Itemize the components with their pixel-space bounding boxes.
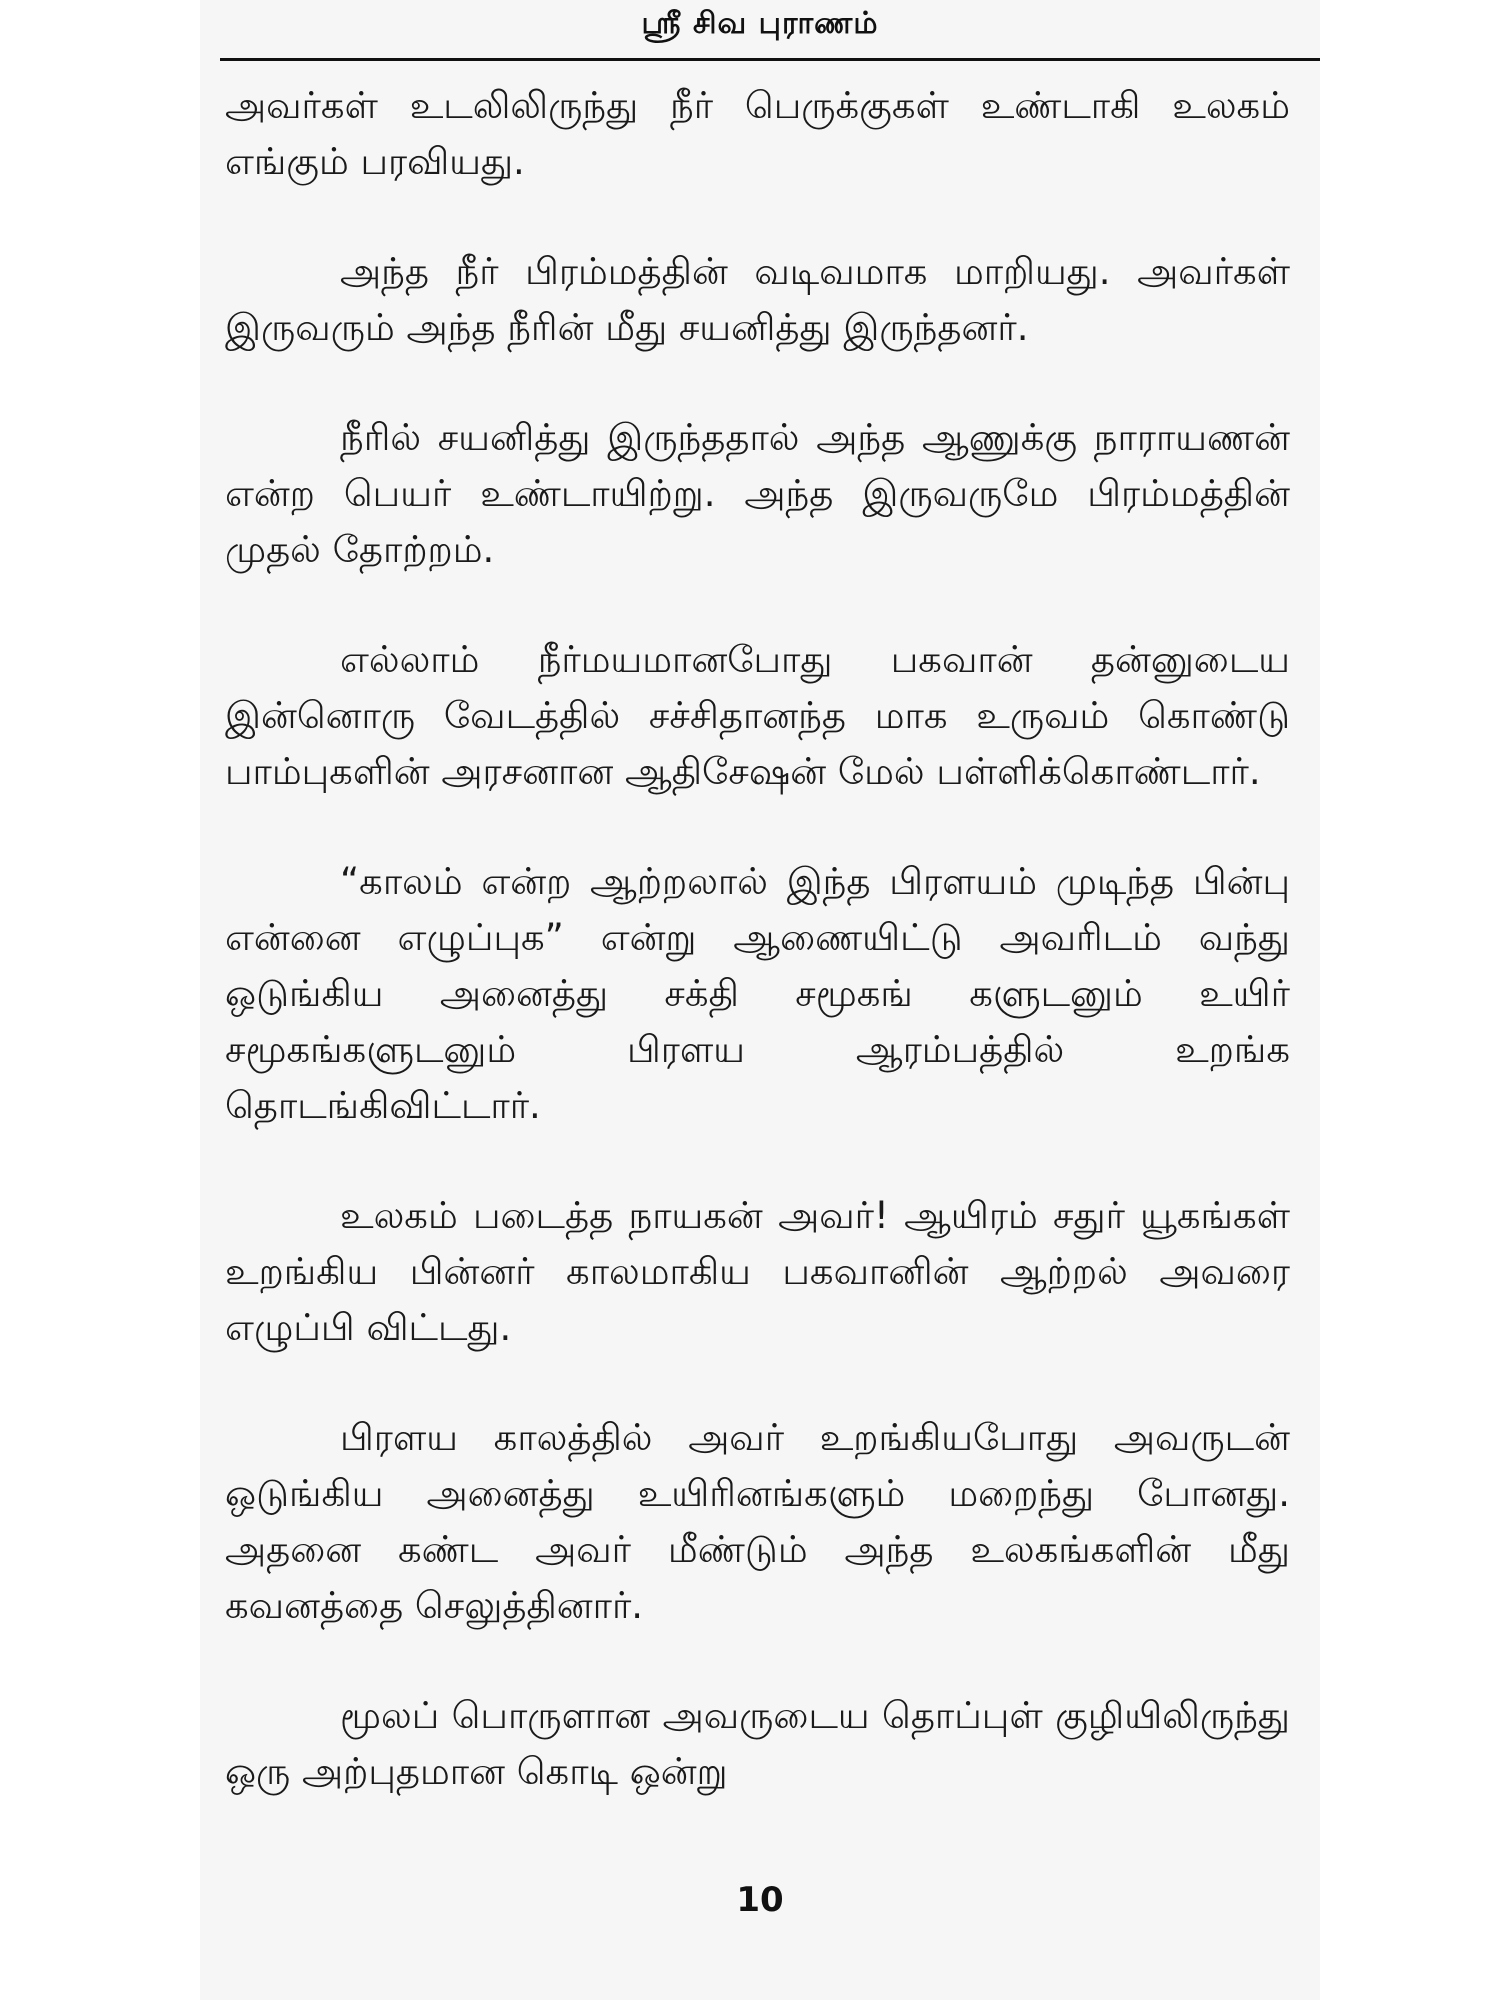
paragraph: எல்லாம் நீர்மயமானபோது பகவான் தன்னுடைய இன்னொரு வேடத்தில் சச்சிதானந்த மாக உருவம் கொண்டு பாம்புகளின் அரசனான ஆதிசேஷன் மேல் பள்ளிக்கொண்டார். xyxy=(225,638,1290,793)
paragraph: அவர்கள் உடலிலிருந்து நீர் பெருக்குகள் உண்டாகி உலகம் எங்கும் பரவியது. xyxy=(225,84,1290,183)
running-title: ஸ்ரீ சிவ புராணம் xyxy=(641,6,879,41)
paragraph: அந்த நீர் பிரம்மத்தின் வடிவமாக மாறியது. அவர்கள் இருவரும் அந்த நீரின் மீது சயனித்து இருந்தனர். xyxy=(225,250,1290,349)
book-page xyxy=(200,0,1320,2000)
paragraph: “காலம் என்ற ஆற்றலால் இந்த பிரளயம் முடிந்த பின்பு என்னை எழுப்புக” என்று ஆணையிட்டு அவரிடம் வந்து ஒடுங்கிய அனைத்து சக்தி சமூகங் களுடனும் உயிர் சமூகங்களுடனும் பிரளய ஆரம்பத்தில் உறங்க தொடங்கிவிட்டார். xyxy=(225,860,1290,1127)
body-text xyxy=(225,78,1290,1854)
page-number: 10 xyxy=(736,1880,784,1920)
paragraph: பிரளய காலத்தில் அவர் உறங்கியபோது அவருடன் ஒடுங்கிய அனைத்து உயிரினங்களும் மறைந்து போனது. அதனை கண்ட அவர் மீண்டும் அந்த உலகங்களின் மீது கவனத்தை செலுத்தினார். xyxy=(225,1416,1290,1627)
paragraph: நீரில் சயனித்து இருந்ததால் அந்த ஆணுக்கு நாராயணன் என்ற பெயர் உண்டாயிற்று. அந்த இருவருமே பிரம்மத்தின் முதல் தோற்றம். xyxy=(225,416,1290,571)
paragraph: உலகம் படைத்த நாயகன் அவர்! ஆயிரம் சதுர் யூகங்கள் உறங்கிய பின்னர் காலமாகிய பகவானின் ஆற்றல் அவரை எழுப்பி விட்டது. xyxy=(225,1194,1290,1349)
paragraph: மூலப் பொருளான அவருடைய தொப்புள் குழியிலிருந்து ஒரு அற்புதமான கொடி ஒன்று xyxy=(225,1694,1290,1793)
header-rule xyxy=(220,58,1320,61)
